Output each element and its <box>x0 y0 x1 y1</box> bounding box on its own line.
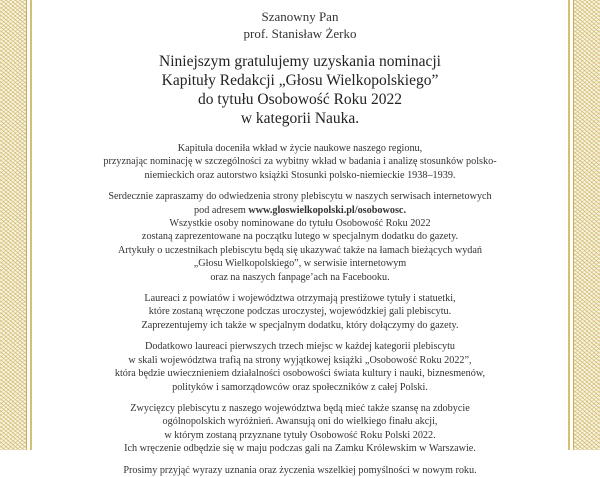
url-prefix: pod adresem <box>194 204 249 216</box>
body-line: Artykuły o uczestnikach plebiscytu będą się ukazywać także na łamach bieżących wydań <box>117 244 483 256</box>
salutation <box>40 8 560 42</box>
body-line: polityków i samorządowców oraz społeczników z całej Polski. <box>172 381 428 393</box>
paragraph-laureates <box>40 292 560 332</box>
body-line <box>40 204 560 217</box>
decorative-rule-right <box>568 0 570 450</box>
nomination-headline <box>40 52 560 128</box>
salutation-line: Szanowny Pan <box>261 9 339 24</box>
body-line: niemieckich oraz autorstwo książki Stosunki polsko-niemieckie 1938–1939. <box>144 169 456 181</box>
plebiscite-url: www.gloswielkopolski.pl/osobowosc. <box>248 204 406 216</box>
paragraph-closing <box>40 464 560 477</box>
body-line: zostaną zaprezentowane na początku lutego w specjalnym dodatku do gazety. <box>141 231 459 243</box>
decorative-border-left <box>0 0 27 450</box>
headline-line: Kapituły Redakcji „Głosu Wielkopolskiego” <box>161 72 439 89</box>
paragraph-invitation <box>40 190 560 284</box>
headline-line: do tytułu Osobowość Roku 2022 <box>197 91 403 108</box>
headline-line: Niniejszym gratulujemy uzyskania nominacji <box>159 53 441 70</box>
body-line: oraz na naszych fanpage’ach na Facebooku. <box>210 271 390 283</box>
decorative-border-right <box>573 0 600 450</box>
body-line: „Głosu Wielkopolskiego”, w serwisie internetowym <box>193 258 407 270</box>
letter-body <box>40 142 560 477</box>
paragraph-final <box>40 402 560 456</box>
body-line: Zwycięzcy plebiscytu z naszego województwa będą mieć także szansę na zdobycie <box>130 402 470 414</box>
headline-line: w kategorii Nauka. <box>240 110 360 127</box>
body-line: które zostaną wręczone podczas uroczystej, wojewódzkiej gali plebiscytu. <box>148 306 452 318</box>
body-line: Laureaci z powiatów i województwa otrzymają prestiżowe tytuły i statuetki, <box>144 293 456 305</box>
body-line: w którym zostaną przyznane tytuły Osobowość Roku Polski 2022. <box>164 429 436 441</box>
body-line: przyznając nominację w szczególności za wybitny wkład w badania i analizę stosunków polsko- <box>103 156 497 168</box>
body-line: Wszystkie osoby nominowane do tytułu Osobowość Roku 2022 <box>169 218 431 230</box>
paragraph-jury <box>40 142 560 182</box>
body-line: Dodatkowo laureaci pierwszych trzech miejsc w każdej kategorii plebiscytu <box>144 341 456 353</box>
body-line: Prosimy przyjąć wyrazy uznania oraz życzenia wszelkiej pomyślności w nowym roku. <box>123 464 477 476</box>
body-line: ogólnopolskich wyróżnień. Awansują oni do wielkiego finału akcji, <box>162 416 438 428</box>
letter-content <box>40 0 560 476</box>
recipient-name: prof. Stanisław Żerko <box>243 26 357 41</box>
body-line: która będzie uwiecznieniem działalności osobowości świata kultury i nauki, biznesmenów, <box>114 368 486 380</box>
body-line: Zaprezentujemy ich także w specjalnym dodatku, który dołączymy do gazety. <box>141 319 459 331</box>
body-line: Serdecznie zapraszamy do odwiedzenia strony plebiscytu w naszych serwisach internetowych <box>108 191 492 203</box>
paragraph-book <box>40 340 560 394</box>
body-line: Ich wręczenie odbędzie się w maju podczas gali na Zamku Królewskim w Warszawie. <box>124 443 476 455</box>
body-line: w skali województwa trafią na strony wyjątkowej książki „Osobowość Roku 2022”, <box>128 354 472 366</box>
decorative-rule-left <box>30 0 32 450</box>
body-line: Kapituła doceniła wkład w życie naukowe naszego regionu, <box>177 143 423 154</box>
